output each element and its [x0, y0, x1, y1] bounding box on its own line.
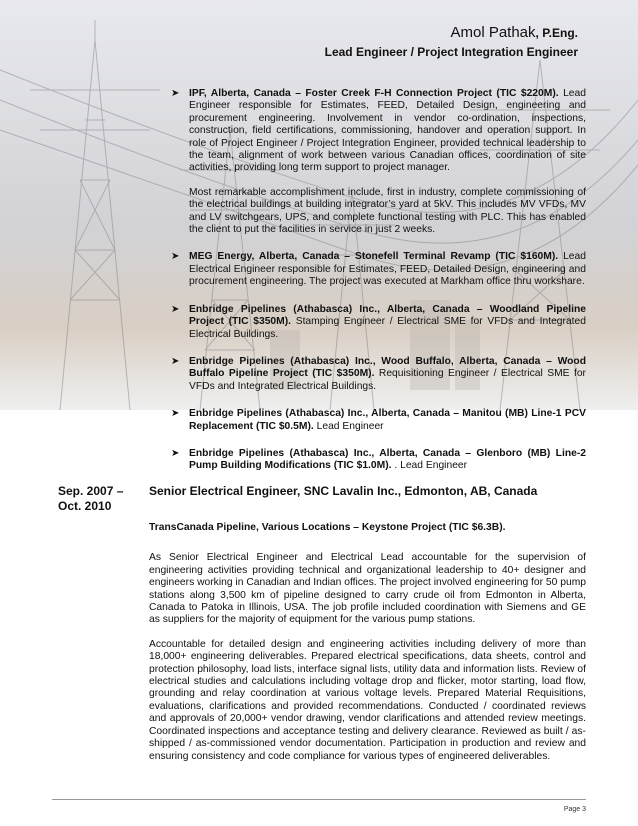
project-description	[189, 356, 586, 393]
arrow-bullet-icon: ➤	[171, 408, 180, 420]
project-heading: IPF, Alberta, Canada – Foster Creek F-H Connection Project (TIC $220M).	[189, 88, 559, 99]
project-heading: MEG Energy, Alberta, Canada – Stonefell Terminal Revamp (TIC $160M).	[189, 251, 559, 263]
arrow-bullet-icon: ➤	[171, 303, 180, 315]
project-description	[189, 251, 586, 288]
job-paragraph: Accountable for detailed design and engineering activities including delivery of more than 18,000+ engineering deliverables. Prepared electrical specifications, data sheets, control and protection philosophy, load lists, interface signal lists, utility data and information lists. Review of electrical studies and calculations including voltage drop and flicker, motor starting, load flow, grounding and relay coordination at various voltage levels. Prepared Material Requisitions, evaluations, clarifications and provided recommendations. Conducted / coordinated reviews and approvals of 20,000+ vendor drawing, vendor clarifications and attended review meetings. Coordinated inspections and acceptance testing and delivery clearance. Reviewed as built / as-shipped / as-commissioned vendor documentation. Participation in production and review and ensuring consistency and code compliance for various types of engineered deliverables.	[149, 638, 586, 762]
project-text: Lead Engineer responsible for Estimates, FEED, Detailed Design, engineering and procurement engineering. Involvement in vendor co-ordination, inspections, construction, field certifications, commissioning, handover and operation support. In role of Project Engineer / Project Integration Engineer, provided technical leadership to the team, alignment of work between various Canadian offices, coordination of site activities, providing long term support to project manager.	[189, 88, 586, 174]
project-text: Requisitioning Engineer / Electrical SME for VFDs and Integrated Electrical Buildings.	[189, 368, 586, 392]
project-list	[168, 88, 586, 488]
project-text: Lead Engineer	[313, 420, 384, 432]
project-description	[189, 448, 586, 473]
job-body	[149, 522, 586, 775]
project-item	[168, 304, 586, 341]
project-text: Lead Electrical Engineer responsible for Estimates, FEED, Detailed Design, engineering and procurement engineering. The project was executed at Markham office thru workshare.	[189, 251, 586, 288]
arrow-bullet-icon: ➤	[171, 251, 180, 263]
job-project: TransCanada Pipeline, Various Locations – Keystone Project (TIC $6.3B).	[149, 522, 506, 533]
author-name-text: Amol Pathak	[450, 24, 536, 41]
author-title: Lead Engineer / Project Integration Engineer	[324, 45, 578, 59]
project-text: . Lead Engineer	[391, 460, 468, 472]
project-item	[168, 356, 586, 393]
page-number: Page 3	[563, 806, 586, 813]
author-credential: , P.Eng.	[535, 26, 578, 40]
project-heading: Enbridge Pipelines (Athabasca) Inc., Alberta, Canada – Glenboro (MB) Line-2 Pump Building Modifications (TIC $1.0M).	[189, 447, 586, 472]
project-extra: Most remarkable accomplishment include, first in industry, complete commissioning of the electrical buildings at building integrator’s yard at 5kV. This includes MV VFDs, MV and LV switchgears, UPS, and complete functional testing with PLC. This has enabled the client to put the facilities in service in just 2 weeks.	[189, 186, 586, 236]
project-heading: Enbridge Pipelines (Athabasca) Inc., Alberta, Canada – Manitou (MB) Line-1 PCV Replacement (TIC $0.5M).	[189, 408, 586, 432]
arrow-bullet-icon: ➤	[171, 355, 180, 367]
arrow-bullet-icon: ➤	[171, 447, 180, 459]
project-heading: Enbridge Pipelines (Athabasca) Inc., Wood Buffalo, Alberta, Canada – Wood Buffalo Pipeline Project (TIC $350M).	[189, 355, 586, 380]
project-description	[189, 408, 586, 433]
project-text: Stamping Engineer / Electrical SME for VFDs and Integrated Electrical Buildings.	[189, 316, 586, 340]
arrow-bullet-icon: ➤	[171, 88, 180, 99]
project-description	[189, 304, 586, 341]
project-item	[168, 448, 586, 473]
project-heading: Enbridge Pipelines (Athabasca) Inc., Alberta, Canada – Woodland Pipeline Project (TIC $350M).	[189, 303, 586, 328]
project-item	[168, 88, 586, 236]
job-paragraph: As Senior Electrical Engineer and Electrical Lead accountable for the supervision of engineering activities providing technical and organizational leadership to 40+ designer and engineers working in Canadian and Indian offices. The project involved engineering for 50 pump stations along 3,500 km of pipeline designed to carry crude oil from Edmonton in Alberta, Canada to Patoka in Illinois, USA. The job profile included coordination with Siemens and GE as suppliers for the majority of equipment for the various pump stations.	[149, 552, 586, 626]
project-item	[168, 251, 586, 288]
project-description	[189, 88, 586, 175]
author-name	[450, 24, 578, 41]
footer-divider	[52, 799, 586, 800]
job-role: Senior Electrical Engineer, SNC Lavalin Inc., Edmonton, AB, Canada	[149, 484, 538, 498]
job-dates: Sep. 2007 – Oct. 2010	[58, 484, 124, 513]
project-item	[168, 408, 586, 433]
